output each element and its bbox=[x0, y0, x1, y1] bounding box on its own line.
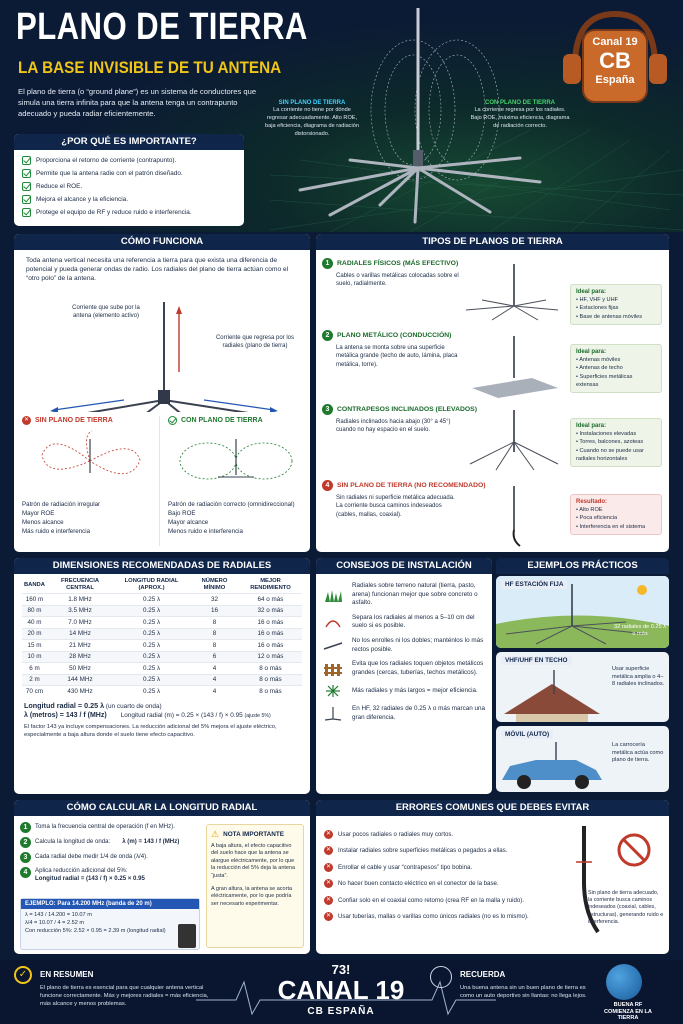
table-cell: 0.25 λ bbox=[113, 605, 190, 617]
intro-text: El plano de tierra (o “ground plane”) es un sistema de conductores que simula una tierra infinita para que la antena tenga un contrapunto adecuado y pueda radiar eficientemente. bbox=[18, 87, 257, 118]
examples-heading: EJEMPLOS PRÁCTICOS bbox=[496, 558, 669, 574]
table-row bbox=[22, 640, 302, 652]
check-icon bbox=[22, 169, 31, 178]
table-cell: 0.25 λ bbox=[113, 674, 190, 686]
example-title: VHF/UHF EN TECHO bbox=[501, 656, 572, 665]
type-card bbox=[322, 404, 664, 474]
calc-step: 1 Toma la frecuencia central de operación (f en MHz). bbox=[20, 822, 202, 833]
table-cell: 4 bbox=[190, 674, 239, 686]
type-box bbox=[570, 494, 662, 535]
type-box-item: • Instalaciones elevadas bbox=[576, 431, 637, 438]
table-row bbox=[22, 617, 302, 629]
x-icon: ✕ bbox=[325, 847, 332, 854]
type-box-item: • Superficies metálicas extensas bbox=[576, 373, 633, 388]
table-cell: 8 bbox=[190, 617, 239, 629]
x-icon: ✕ bbox=[325, 896, 332, 903]
straight-wire-icon bbox=[322, 638, 344, 654]
type-text: Cables o varillas metálicas colocadas sobre el suelo, radialmente. bbox=[336, 273, 459, 288]
error-item: ✕ Confiar solo en el coaxial como retorno (crea RF en la malla y ruido). bbox=[325, 896, 524, 904]
table-cell: 28 MHz bbox=[47, 651, 113, 663]
check-icon bbox=[22, 156, 31, 165]
example-card bbox=[496, 652, 669, 722]
type-box-item: • HF, VHF y UHF bbox=[576, 297, 619, 304]
example-text: La carrocería metálica actúa como plano de tierra. bbox=[612, 742, 664, 764]
type-box bbox=[570, 284, 662, 325]
type-title: PLANO METÁLICO (CONDUCCIÓN) bbox=[337, 332, 452, 339]
calc-step: 2 Calcula la longitud de onda: λ (m) = 143 / f (MHz) bbox=[20, 837, 202, 848]
type-antenna-illustration bbox=[462, 334, 562, 398]
roof-antenna-illustration bbox=[496, 670, 608, 722]
table-cell: 14 MHz bbox=[47, 628, 113, 640]
coax-noise-illustration bbox=[568, 822, 668, 950]
example-title: HF ESTACIÓN FIJA bbox=[501, 580, 567, 589]
table-cell: 0.25 λ bbox=[113, 594, 190, 606]
warning-icon: ⚠ bbox=[211, 829, 220, 839]
hero-left-label: SIN PLANO DE TIERRA bbox=[278, 100, 346, 106]
type-box bbox=[570, 418, 662, 467]
table-cell: 6 bbox=[190, 651, 239, 663]
table-cell: 16 bbox=[190, 605, 239, 617]
type-text: Radiales inclinados hacia abajo (30° a 45°) cuando no hay espacio en el suelo. bbox=[336, 419, 451, 434]
type-box-item: • Cuando no se puede usar radiales horizontales bbox=[576, 447, 644, 462]
calc-note-box bbox=[206, 824, 304, 948]
with-ground-block bbox=[168, 416, 304, 546]
table-cell: 80 m bbox=[22, 605, 47, 617]
calc-step: 3 Cada radial debe medir 1/4 de onda (λ/4). bbox=[20, 852, 202, 863]
table-cell: 16 o más bbox=[239, 617, 302, 629]
with-item: Menos ruido e interferencia bbox=[168, 528, 243, 535]
calc-example-title: EJEMPLO: Para 14.200 MHz (banda de 20 m) bbox=[21, 899, 199, 909]
table-cell: 0.25 λ bbox=[113, 686, 190, 698]
example-card bbox=[496, 576, 669, 648]
current-up-label: Corriente que sube por la antena (elemento activo) bbox=[72, 305, 140, 319]
current-down-label: Corriente que regresa por los radiales (plano de tierra) bbox=[215, 335, 295, 349]
type-box-item: • Torres, balcones, azoteas bbox=[576, 439, 644, 446]
table-row bbox=[22, 686, 302, 698]
table-cell: 3.5 MHz bbox=[47, 605, 113, 617]
remember-title: RECUERDA bbox=[460, 970, 506, 979]
table-header: BANDA bbox=[24, 581, 45, 588]
importance-item: Proporciona el retorno de corriente (contrapunto). bbox=[22, 156, 236, 165]
hero-right-caption bbox=[470, 100, 570, 130]
type-card bbox=[322, 258, 664, 328]
calc-panel bbox=[14, 800, 310, 954]
type-box-item: • Estaciones fijas bbox=[576, 305, 619, 312]
without-ground-title: ✕ SIN PLANO DE TIERRA bbox=[23, 417, 113, 424]
remember-text: Una buena antena sin un buen plano de tierra es como un auto deportivo sin llantas: no llega lejos. bbox=[460, 985, 587, 999]
grass-icon bbox=[322, 587, 344, 603]
type-number: 1 bbox=[322, 258, 333, 269]
tip-item: Radiales sobre terreno natural (tierra, pasto, arena) funcionan mejor que sobre concreto o asfalto. bbox=[322, 582, 486, 608]
tip-item: Más radiales y más largos = mejor eficiencia. bbox=[322, 683, 486, 699]
hero-right-label: CON PLANO DE TIERRA bbox=[484, 100, 555, 106]
tips-heading: CONSEJOS DE INSTALACIÓN bbox=[316, 558, 492, 574]
earth-text: BUENA RF COMIENZA EN LA TIERRA bbox=[604, 1002, 652, 1022]
type-box-item: • Interferencia en el sistema bbox=[576, 523, 646, 530]
calc-example-lines: λ = 143 / 14.200 = 10.07 m λ/4 = 10.07 / 4 = 2.52 m Con reducción 5%: 2.52 × 0.95 = 2.39 m (longitud radial) bbox=[25, 912, 166, 934]
table-cell: 32 bbox=[190, 594, 239, 606]
type-title: SIN PLANO DE TIERRA (NO RECOMENDADO) bbox=[337, 482, 486, 489]
type-text: Sin radiales ni superficie metálica adecuada. La corriente busca caminos indeseados (cables, mallas, coaxial). bbox=[336, 495, 455, 518]
errors-heading: ERRORES COMUNES QUE DEBES EVITAR bbox=[316, 800, 669, 816]
example-card bbox=[496, 726, 669, 792]
table-row bbox=[22, 605, 302, 617]
check-icon bbox=[22, 208, 31, 217]
formula-row-1: Longitud radial = 0.25 λ (un cuarto de onda) bbox=[24, 701, 162, 710]
radials-star-icon bbox=[322, 683, 344, 699]
brain-icon bbox=[430, 966, 452, 988]
calc-step: 4 Aplica reducción adicional del 5%: Longitud radial = (143 / f) × 0.25 × 0.95 bbox=[20, 867, 202, 883]
x-icon: ✕ bbox=[23, 417, 30, 423]
canal19-logo bbox=[557, 6, 673, 106]
antenna-icon bbox=[322, 706, 344, 722]
tip-item: En HF, 32 radiales de 0.25 λ o más marcan una gran diferencia. bbox=[322, 705, 486, 722]
without-item: Más ruido e interferencia bbox=[22, 528, 91, 535]
errors-list bbox=[324, 826, 564, 925]
check-icon bbox=[22, 195, 31, 204]
without-ground-block bbox=[22, 416, 160, 546]
type-box-title: Ideal para: bbox=[576, 423, 607, 429]
table-cell: 160 m bbox=[22, 594, 47, 606]
x-icon: ✕ bbox=[325, 863, 332, 870]
table-cell: 0.25 λ bbox=[113, 628, 190, 640]
table-cell: 6 m bbox=[22, 663, 47, 675]
check-icon bbox=[22, 182, 31, 191]
table-cell: 21 MHz bbox=[47, 640, 113, 652]
type-card bbox=[322, 330, 664, 400]
table-header: FRECUENCIA CENTRAL bbox=[61, 578, 100, 591]
without-item: Mayor ROE bbox=[22, 510, 55, 517]
type-text: La antena se monta sobre una superficie metálica grande (techo de auto, lámina, placa metálica, torre). bbox=[336, 345, 458, 368]
how-text: Toda antena vertical necesita una referencia a tierra para que exista una diferencia de potencial y pueda generar ondas de radio. Los radiales del plano de tierra actúan como el “otro polo” de la antena. bbox=[26, 257, 289, 282]
type-box-item: • Antenas de techo bbox=[576, 365, 623, 372]
tip-item: Evita que los radiales toquen objetos metálicos grandes (cercas, tuberías, techos metálicos). bbox=[322, 660, 486, 677]
importance-panel bbox=[14, 134, 244, 226]
table-cell: 1.8 MHz bbox=[47, 594, 113, 606]
error-item: ✕ Usar tuberías, mallas o varillas como únicos radiales (no es lo mismo). bbox=[325, 913, 529, 921]
check-icon bbox=[168, 416, 177, 425]
table-row bbox=[22, 651, 302, 663]
type-number: 2 bbox=[322, 330, 333, 341]
summary-text: El plano de tierra es esencial para que cualquier antena vertical funcione correctamente. Más y mejores radiales = más eficiencia, más alcance y menos problemas. bbox=[40, 985, 209, 1007]
type-box bbox=[570, 344, 662, 393]
height-arrow-icon bbox=[322, 614, 344, 630]
table-cell: 8 bbox=[190, 628, 239, 640]
dims-note: El factor 143 ya incluye compensaciones. La reducción adicional del 5% mejora el ajuste eléctrico, especialmente a baja altura donde el suelo tiene efecto capacitivo. bbox=[24, 724, 277, 738]
dims-heading: DIMENSIONES RECOMENDADAS DE RADIALES bbox=[14, 558, 310, 574]
logo-line2: CB bbox=[599, 48, 631, 73]
formula-row-2: λ (metros) = 143 / f (MHz) Longitud radial (m) = 0.25 × (143 / f) × 0.95 (ajuste 5%) bbox=[24, 712, 271, 719]
table-cell: 64 o más bbox=[239, 594, 302, 606]
check-circle-icon: ✓ bbox=[14, 966, 32, 984]
with-ground-title: CON PLANO DE TIERRA bbox=[168, 416, 304, 425]
car-antenna-illustration bbox=[496, 740, 608, 792]
fence-icon bbox=[322, 661, 344, 677]
table-cell: 144 MHz bbox=[47, 674, 113, 686]
table-cell: 0.25 λ bbox=[113, 617, 190, 629]
table-row bbox=[22, 628, 302, 640]
tip-item: Separa los radiales al menos a 5–10 cm del suelo si es posible. bbox=[322, 614, 486, 631]
calc-heading: CÓMO CALCULAR LA LONGITUD RADIAL bbox=[14, 800, 310, 816]
calculator-icon bbox=[178, 924, 196, 948]
importance-list bbox=[14, 150, 244, 225]
table-cell: 16 o más bbox=[239, 640, 302, 652]
examples-panel bbox=[496, 558, 669, 794]
type-title: RADIALES FÍSICOS (MÁS EFECTIVO) bbox=[337, 260, 459, 267]
tip-item: No los enrolles ni los dobles; manténlos lo más rectos posible. bbox=[322, 637, 486, 654]
calc-steps bbox=[20, 822, 202, 883]
footer-canal19: CANAL 19 bbox=[277, 975, 405, 1005]
with-item: Patrón de radiación correcto (omnidireccional) bbox=[168, 501, 295, 508]
calc-note-text2: A gran altura, la antena se acorta eléctricamente, por lo que podría ser necesario experimentar. bbox=[211, 886, 293, 907]
radial-table bbox=[22, 577, 302, 697]
dims-table-wrap bbox=[14, 574, 310, 697]
type-card bbox=[322, 480, 664, 550]
table-cell: 40 m bbox=[22, 617, 47, 629]
omni-pattern-icon bbox=[168, 425, 302, 495]
table-cell: 8 o más bbox=[239, 686, 302, 698]
error-item: ✕ Instalar radiales sobre superficies metálicas o pegados a ellas. bbox=[325, 847, 508, 855]
example-title: MÓVIL (AUTO) bbox=[501, 730, 553, 739]
table-cell: 8 bbox=[190, 640, 239, 652]
table-row bbox=[22, 594, 302, 606]
without-list bbox=[22, 500, 159, 536]
type-title: CONTRAPESOS INCLINADOS (ELEVADOS) bbox=[337, 406, 477, 413]
table-cell: 0.25 λ bbox=[113, 640, 190, 652]
x-icon: ✕ bbox=[325, 880, 332, 887]
table-cell: 0.25 λ bbox=[113, 663, 190, 675]
logo-line1: Canal 19 bbox=[592, 36, 638, 48]
type-box-item: • Alto ROE bbox=[576, 507, 603, 514]
table-row bbox=[22, 674, 302, 686]
importance-item: Permite que la antena radie con el patrón diseñado. bbox=[22, 169, 236, 178]
earth-icon bbox=[606, 964, 642, 1000]
with-item: Bajo ROE bbox=[168, 510, 196, 517]
type-antenna-illustration bbox=[462, 408, 562, 472]
error-item: ✕ No hacer buen contacto eléctrico en el conector de la base. bbox=[325, 880, 499, 888]
table-row bbox=[22, 663, 302, 675]
tips-list bbox=[316, 574, 492, 737]
type-box-title: Ideal para: bbox=[576, 289, 607, 295]
table-cell: 70 cm bbox=[22, 686, 47, 698]
type-antenna-illustration bbox=[462, 484, 562, 548]
example-text: 32 radiales de 0.25 λ o más bbox=[614, 624, 666, 638]
dims-panel bbox=[14, 558, 310, 794]
table-cell: 2 m bbox=[22, 674, 47, 686]
table-cell: 16 o más bbox=[239, 628, 302, 640]
importance-item: Reduce el ROE. bbox=[22, 182, 236, 191]
type-box-item: • Antenas móviles bbox=[576, 357, 621, 364]
calc-note-text1: A baja altura, el efecto capacitivo del suelo hace que la antena se alargue eléctricamente, por lo que la reducción del 5% deja la antena “justa”. bbox=[211, 843, 296, 879]
types-panel bbox=[316, 234, 669, 552]
table-cell: 430 MHz bbox=[47, 686, 113, 698]
table-header: MEJOR RENDIMIENTO bbox=[250, 578, 291, 591]
table-cell: 12 o más bbox=[239, 651, 302, 663]
example-text: Usar superficie metálica amplia o 4–8 radiales inclinados. bbox=[612, 666, 665, 688]
table-cell: 7.0 MHz bbox=[47, 617, 113, 629]
how-panel bbox=[14, 234, 310, 552]
table-cell: 15 m bbox=[22, 640, 47, 652]
table-cell: 50 MHz bbox=[47, 663, 113, 675]
logo-line3: España bbox=[595, 74, 635, 86]
with-item: Mayor alcance bbox=[168, 519, 209, 526]
calc-example-box bbox=[20, 898, 200, 950]
hero-left-text: La corriente no tiene por dónde regresar adecuadamente. Alto ROE, baja eficiencia, diagrama de radiación distorsionado. bbox=[265, 107, 359, 137]
table-cell: 10 m bbox=[22, 651, 47, 663]
type-box-item: • Poca eficiencia bbox=[576, 515, 618, 522]
tips-panel bbox=[316, 558, 492, 794]
footer-cb-espana: CB ESPAÑA bbox=[307, 1006, 375, 1017]
errors-side-text: Sin plano de tierra adecuado, la corriente busca caminos indeseados (coaxial, cables, estructuras), generando ruido e interferencia. bbox=[588, 890, 664, 925]
type-number: 3 bbox=[322, 404, 333, 415]
importance-item: Mejora el alcance y la eficiencia. bbox=[22, 195, 236, 204]
type-box-title: Resultado: bbox=[576, 499, 608, 505]
importance-item: Protege el equipo de RF y reduce ruido e interferencia. bbox=[22, 208, 236, 217]
types-heading: TIPOS DE PLANOS DE TIERRA bbox=[316, 234, 669, 250]
irregular-pattern-icon bbox=[22, 425, 158, 495]
table-cell: 8 o más bbox=[239, 663, 302, 675]
antenna-current-diagram bbox=[14, 292, 310, 412]
without-item: Menos alcance bbox=[22, 519, 64, 526]
footer-73: 73! bbox=[331, 962, 351, 977]
table-header: LONGITUD RADIAL (APROX.) bbox=[124, 578, 179, 591]
table-cell: 4 bbox=[190, 663, 239, 675]
table-header: NÚMERO MÍNIMO bbox=[201, 578, 228, 591]
how-heading: CÓMO FUNCIONA bbox=[14, 234, 310, 250]
table-cell: 8 o más bbox=[239, 674, 302, 686]
dims-formulas bbox=[14, 697, 310, 743]
page-title: PLANO DE TIERRA bbox=[16, 6, 308, 48]
hero-left-caption bbox=[262, 100, 362, 138]
type-antenna-illustration bbox=[462, 262, 562, 326]
table-cell: 0.25 λ bbox=[113, 651, 190, 663]
errors-panel bbox=[316, 800, 669, 954]
error-item: ✕ Usar pocos radiales o radiales muy cortos. bbox=[325, 830, 454, 838]
importance-heading: ¿POR QUÉ ES IMPORTANTE? bbox=[14, 134, 244, 150]
table-cell: 20 m bbox=[22, 628, 47, 640]
table-cell: 32 o más bbox=[239, 605, 302, 617]
without-item: Patrón de radiación irregular bbox=[22, 501, 101, 508]
x-icon: ✕ bbox=[325, 830, 332, 837]
hero-right-text: La corriente regresa por los radiales. Bajo ROE, máxima eficiencia, diagrama de radiación correcto. bbox=[470, 107, 570, 129]
error-item: ✕ Enrollar el cable y usar “contrapesos” tipo bobina. bbox=[325, 863, 473, 871]
type-box-title: Ideal para: bbox=[576, 349, 607, 355]
summary-title: EN RESUMEN bbox=[40, 970, 94, 979]
type-number: 4 bbox=[322, 480, 333, 491]
table-cell: 4 bbox=[190, 686, 239, 698]
type-box-item: • Base de antenas móviles bbox=[576, 313, 643, 320]
calc-note-title: ⚠ NOTA IMPORTANTE bbox=[211, 829, 285, 839]
x-icon: ✕ bbox=[325, 913, 332, 920]
page-subtitle: LA BASE INVISIBLE DE TU ANTENA bbox=[18, 58, 282, 77]
with-list bbox=[168, 500, 304, 536]
